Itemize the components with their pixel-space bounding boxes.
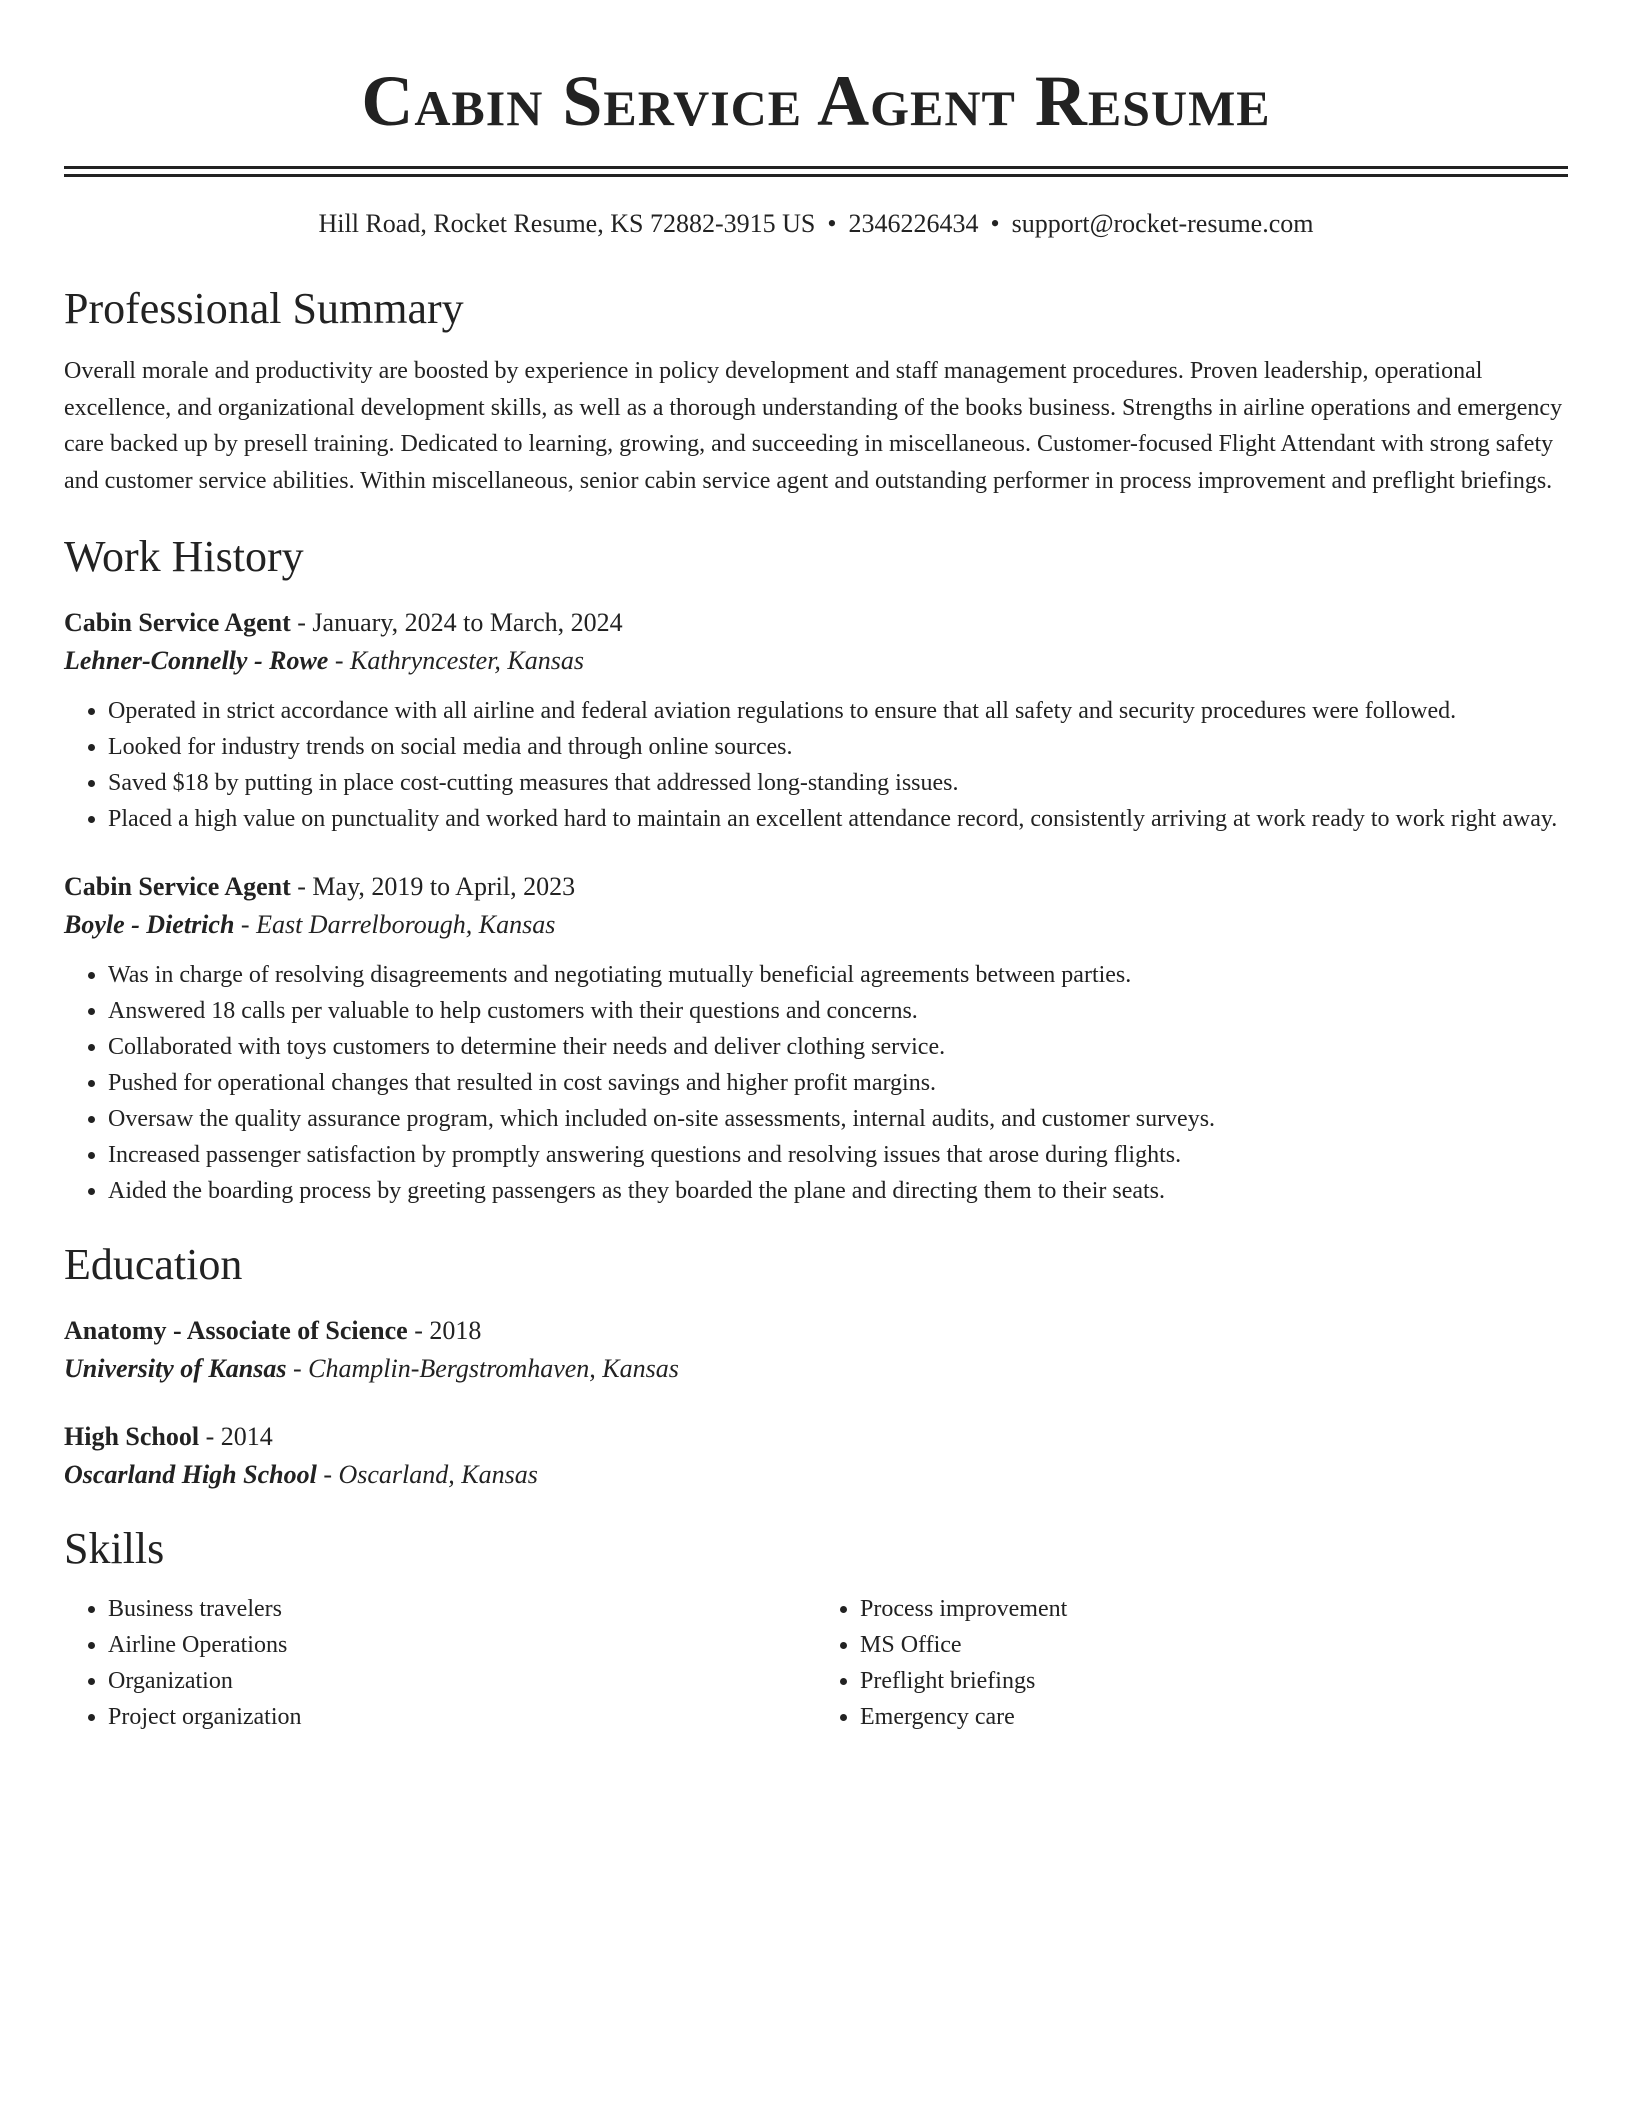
job-company-line — [64, 905, 1568, 945]
job-entry — [64, 605, 1568, 837]
job-bullet: • Looked for industry trends on social media and through online sources. — [108, 729, 1568, 765]
job-location: - Kathryncester, Kansas — [328, 646, 585, 675]
skill-item: • Business travelers — [108, 1591, 816, 1627]
skills-grid — [64, 1591, 1568, 1735]
summary-text: Overall morale and productivity are boosted by experience in policy development and staff management procedures. Proven leadership, operational excellence, and organizational development skills, as well as a thorough understanding of the books business. Strengths in airline operations and emergency care backed up by presell training. Dedicated to learning, growing, and succeeding in miscellaneous. Customer-focused Flight Attendant with strong safety and customer service abilities. Within miscellaneous, senior cabin service agent and outstanding performer in process improvement and preflight briefings. — [64, 358, 1563, 494]
section-heading-summary: Professional Summary — [64, 284, 464, 333]
job-company-line — [64, 641, 1568, 681]
job-bullet: • Placed a high value on punctuality and worked hard to maintain an excellent attendance record, consistently arriving at work ready to work right away. — [108, 801, 1568, 837]
education-year: - 2018 — [407, 1316, 482, 1345]
job-header — [64, 869, 1568, 905]
section-heading-education: Education — [64, 1240, 243, 1289]
education-degree: High School — [64, 1422, 200, 1451]
contact-phone: 2346226434 — [848, 209, 979, 238]
education-degree: Anatomy - Associate of Science — [64, 1316, 408, 1345]
job-entry — [64, 869, 1568, 1209]
job-header — [64, 605, 1568, 641]
job-bullet: • Operated in strict accordance with all airline and federal aviation regulations to ensure that all safety and security procedures were followed. — [108, 693, 1568, 729]
contact-separator: • — [990, 209, 1000, 238]
contact-line — [64, 207, 1568, 241]
job-bullet: • Saved $18 by putting in place cost-cutting measures that addressed long-standing issues. — [108, 765, 1568, 801]
contact-separator: • — [827, 209, 837, 238]
job-role: Cabin Service Agent — [64, 872, 291, 901]
education-location: - Champlin-Bergstromhaven, Kansas — [286, 1354, 679, 1383]
skill-item: • Project organization — [108, 1699, 816, 1735]
skills-list-right — [816, 1591, 1568, 1735]
education-school-line — [64, 1455, 1568, 1495]
education-year: - 2014 — [199, 1422, 273, 1451]
job-bullet: • Answered 18 calls per valuable to help customers with their questions and concerns. — [108, 993, 1568, 1029]
job-bullet: • Pushed for operational changes that resulted in cost savings and higher profit margins. — [108, 1065, 1568, 1101]
job-bullet-list — [64, 693, 1568, 837]
skill-item: • Organization — [108, 1663, 816, 1699]
skills-list-left — [64, 1591, 816, 1735]
job-bullet-list — [64, 957, 1568, 1209]
skill-item: • Emergency care — [860, 1699, 1568, 1735]
education-header — [64, 1313, 1568, 1349]
job-company: Boyle - Dietrich — [64, 910, 235, 939]
job-dates: - January, 2024 to March, 2024 — [290, 608, 623, 637]
contact-email: support@rocket-resume.com — [1011, 209, 1314, 238]
education-school-line — [64, 1349, 1568, 1389]
education-entry — [64, 1313, 1568, 1389]
job-bullet: • Oversaw the quality assurance program, which included on-site assessments, internal audits, and customer surveys. — [108, 1101, 1568, 1137]
education-school: Oscarland High School — [64, 1460, 317, 1489]
job-company: Lehner-Connelly - Rowe — [64, 646, 329, 675]
job-dates: - May, 2019 to April, 2023 — [290, 872, 576, 901]
job-bullet: • Collaborated with toys customers to determine their needs and deliver clothing service. — [108, 1029, 1568, 1065]
job-location: - East Darrelborough, Kansas — [234, 910, 556, 939]
resume-title: Cabin Service Agent Resume — [361, 61, 1271, 141]
education-header — [64, 1419, 1568, 1455]
education-school: University of Kansas — [64, 1354, 287, 1383]
job-bullet: • Aided the boarding process by greeting passengers as they boarded the plane and directing them to their seats. — [108, 1173, 1568, 1209]
title-double-rule — [64, 166, 1568, 177]
skill-item: • Preflight briefings — [860, 1663, 1568, 1699]
contact-address: Hill Road, Rocket Resume, KS 72882-3915 US — [318, 209, 816, 238]
job-bullet: • Was in charge of resolving disagreements and negotiating mutually beneficial agreements between parties. — [108, 957, 1568, 993]
skill-item: • MS Office — [860, 1627, 1568, 1663]
education-entry — [64, 1419, 1568, 1495]
skill-item: • Process improvement — [860, 1591, 1568, 1627]
section-heading-work-history: Work History — [64, 532, 304, 581]
job-bullet: • Increased passenger satisfaction by promptly answering questions and resolving issues that arose during flights. — [108, 1137, 1568, 1173]
job-role: Cabin Service Agent — [64, 608, 291, 637]
skill-item: • Airline Operations — [108, 1627, 816, 1663]
education-location: - Oscarland, Kansas — [316, 1460, 538, 1489]
section-heading-skills: Skills — [64, 1524, 165, 1573]
